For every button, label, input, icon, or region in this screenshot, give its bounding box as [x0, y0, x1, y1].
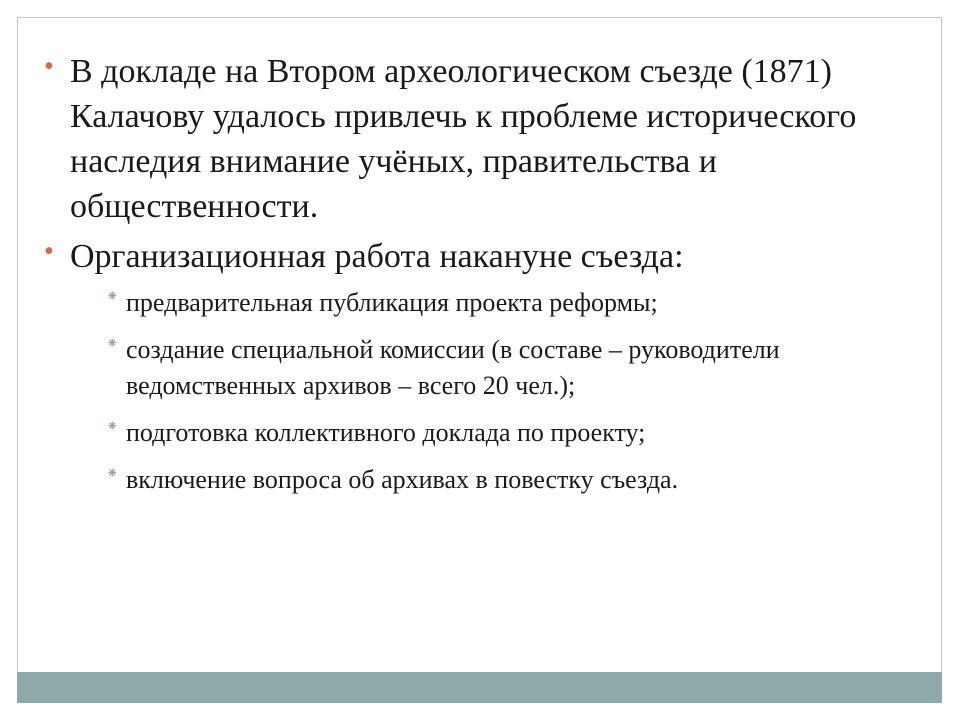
sub-bullet-item: [106, 462, 924, 498]
bullet-item: [44, 49, 924, 229]
sub-bullet-item: [106, 285, 924, 321]
sub-list: [106, 285, 924, 498]
sub-bullet-text: предварительная публикация проекта реформы;: [126, 288, 658, 317]
sub-bullet-text: включение вопроса об архивах в повестку съезда.: [126, 465, 679, 494]
sub-bullet-item: [106, 332, 924, 404]
sub-bullet-text: подготовка коллективного доклада по проекту;: [126, 418, 646, 447]
star-bullet-icon: ⁕: [106, 466, 119, 482]
bullet-text: Организационная работа накануне съезда:: [70, 238, 684, 275]
star-bullet-icon: ⁕: [106, 419, 119, 435]
bullet-text: В докладе на Втором археологическом съезде (1871) Калачову удалось привлечь к проблеме исторического наследия внимание учёных, правительства и общественности.: [70, 53, 857, 225]
bullet-dot-icon: •: [44, 51, 54, 82]
star-bullet-icon: ⁕: [106, 289, 119, 305]
slide-content: [44, 49, 924, 509]
star-bullet-icon: ⁕: [106, 336, 119, 352]
bullet-dot-icon: •: [44, 236, 54, 267]
sub-bullet-text: создание специальной комиссии (в составе – руководители ведомственных архивов – всего 20 чел.);: [126, 335, 780, 400]
sub-bullet-item: [106, 415, 924, 451]
bullet-item: [44, 234, 924, 279]
footer-band: [17, 672, 942, 703]
